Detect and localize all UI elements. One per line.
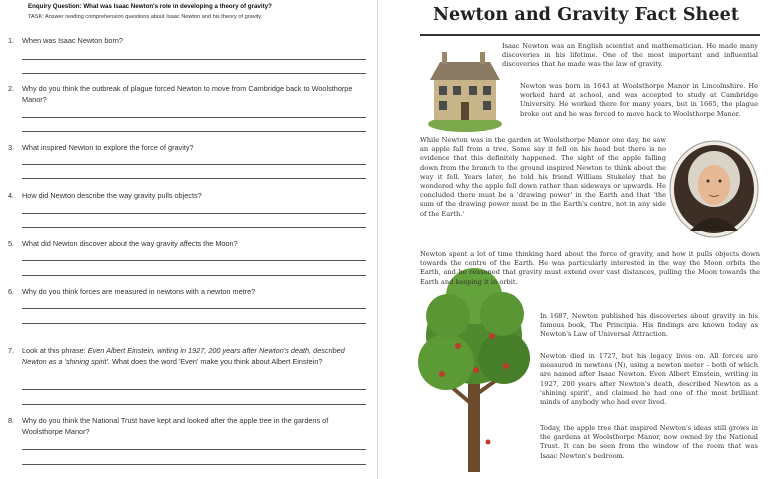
isaac-newton-portrait (668, 139, 760, 239)
question-text: What did Newton discover about the way gravity affects the Moon? (22, 239, 238, 248)
paragraph-birth: Newton was born in 1643 at Woolsthorpe Manor in Lincolnshire. He worked hard at school, and was accepted to study at Cambridge University. He worked there for many years, but in 1665, the plague broke out and he was forced to move back to Woolsthorpe Manor. (520, 82, 758, 118)
question-number: 8. (8, 416, 15, 425)
answer-line[interactable] (22, 275, 366, 276)
question-text: When was Isaac Newton born? (22, 36, 123, 45)
answer-line[interactable] (22, 323, 366, 324)
answer-line[interactable] (22, 260, 366, 261)
question-text: Why do you think the National Trust have kept and looked after the apple tree in the gardens of Woolsthorpe Manor? (22, 416, 329, 436)
question-text-end: What does the word 'Even' make you think about Albert Einstein? (109, 356, 323, 366)
question-text (22, 346, 362, 367)
woolsthorpe-manor-image (428, 48, 502, 132)
question-text: How did Newton describe the way gravity pulls objects? (22, 191, 202, 200)
question-number: 4. (8, 191, 15, 200)
paragraph-moon: Newton spent a lot of time thinking hard about the force of gravity, and how it pulls objects down towards the centre of the Earth. He was particularly interested in the way the Moon orbits the Earth, and he reasoned that gravity must extend over vast distances, pulling the Moon towards the Earth and keeping it in orbit. (420, 250, 760, 286)
answer-line[interactable] (22, 404, 366, 405)
question-text: Why do you think forces are measured in newtons with a newton metre? (22, 287, 256, 296)
answer-line[interactable] (22, 449, 366, 450)
answer-line[interactable] (22, 131, 366, 132)
answer-line[interactable] (22, 213, 366, 214)
question-text: What inspired Newton to explore the force of gravity? (22, 143, 194, 152)
question-quote: Even Albert Einstein, writing in 1927, 200 years after Newton's death, described Newton as a 'shining spirit'. (22, 346, 345, 366)
question-number: 2. (8, 84, 15, 93)
paragraph-apple-tree: Today, the apple tree that inspired Newton's ideas still grows in the gardens at Woolsthorpe Manor, now owned by the National Trust. It can be seen from the window of the room that was Isaac Newton's bedroom. (540, 424, 758, 460)
paragraph-legacy: Newton died in 1727, but his legacy lives on. All forces are measured in newtons (N), using a newton meter – both of which are named after Isaac Newton. Even Albert Einstein, writing in 1927, 200 years after Newton's death, described Newton as a 'shining spirit', and claimed he had one of the most brilliant minds of anybody who had ever lived. (540, 352, 758, 407)
enquiry-question: Enquiry Question: What was Isaac Newton's role in developing a theory of gravity? (28, 3, 272, 10)
task-instruction: TASK: Answer reading comprehension questions about Isaac Newton and his theory of gravity. (28, 14, 263, 20)
fact-sheet-title: Newton and Gravity Fact Sheet (432, 5, 740, 25)
answer-line[interactable] (22, 59, 366, 60)
answer-line[interactable] (22, 389, 366, 390)
question-text: Why do you think the outbreak of plague forced Newton to move from Cambridge back to Woolsthorpe Manor? (22, 84, 353, 104)
paragraph-intro: Isaac Newton was an English scientist and mathematician. He made many discoveries in his lifetime. One of the most important and influential discoveries that he made was the law of gravity. (502, 42, 758, 69)
question-number: 6. (8, 287, 15, 296)
answer-line[interactable] (22, 227, 366, 228)
answer-line[interactable] (22, 73, 366, 74)
answer-line[interactable] (22, 308, 366, 309)
question-text-intro: Look at this phrase: (22, 346, 88, 355)
answer-line[interactable] (22, 117, 366, 118)
question-number: 1. (8, 36, 15, 45)
answer-line[interactable] (22, 178, 366, 179)
worksheet-page (0, 0, 378, 479)
paragraph-principia: In 1687, Newton published his discoveries about gravity in his famous book, The Principia. His findings are known today as Newton's Law of Universal Attraction. (540, 312, 758, 339)
apple-tree-image (418, 266, 530, 472)
question-number: 7. (8, 346, 15, 355)
question-number: 3. (8, 143, 15, 152)
answer-line[interactable] (22, 464, 366, 465)
question-number: 5. (8, 239, 15, 248)
paragraph-apple: While Newton was in the garden at Woolsthorpe Manor one day, he saw an apple fall from a tree. Some say it fell on his head but there is no evidence that this definitely happened. The sight of the apple falling down from the branch to the ground inspired Newton to think about the way it fell. Years later, he told his friend William Stukeley that he wondered why the apple fell down rather than sideways or upwards. He concluded there must be a 'drawing power' in the Earth and that 'the sum of the drawing power must be in the Earth's centre, not in any side of the Earth.' (420, 136, 666, 218)
fact-sheet-page (390, 0, 782, 479)
title-divider (420, 34, 760, 36)
answer-line[interactable] (22, 164, 366, 165)
